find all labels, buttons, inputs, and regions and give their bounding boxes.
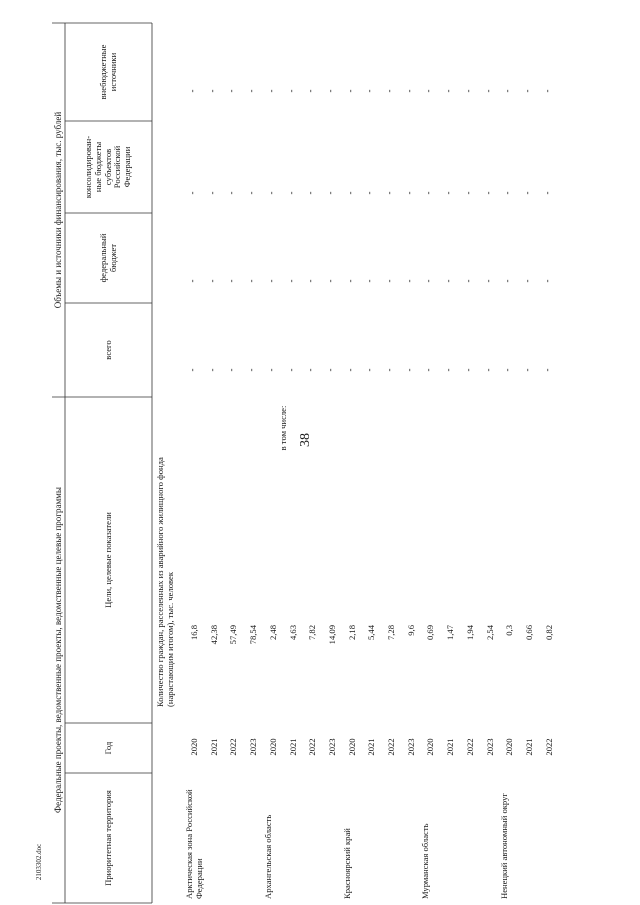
financing-dash: - <box>246 279 257 283</box>
financing-dash: - <box>285 89 296 93</box>
row-year: 2023 <box>326 738 337 756</box>
row-value: 9,6 <box>405 625 416 636</box>
row-value: 16,8 <box>189 625 199 641</box>
row-year: 2022 <box>543 738 554 756</box>
col-header-year: Год <box>102 741 113 755</box>
row-year: 2022 <box>307 738 318 756</box>
financing-dash: - <box>265 279 276 283</box>
row-value: 42,38 <box>208 625 219 645</box>
financing-dash: - <box>403 368 414 372</box>
financing-dash: - <box>206 279 217 283</box>
financing-dash: - <box>443 89 454 93</box>
financing-dash: - <box>324 368 335 372</box>
financing-dash: - <box>462 368 473 372</box>
row-value: 0,82 <box>543 625 554 641</box>
financing-dash: - <box>285 279 296 283</box>
financing-dash: - <box>482 191 493 195</box>
financing-dash: - <box>482 89 493 93</box>
row-year: 2020 <box>189 738 199 756</box>
row-year: 2020 <box>504 738 515 756</box>
row-year: 2022 <box>386 738 396 756</box>
financing-dash: - <box>265 89 276 93</box>
financing-dash: - <box>403 191 414 195</box>
financing-dash: - <box>305 191 316 195</box>
financing-dash: - <box>384 368 394 372</box>
row-year: 2021 <box>523 738 534 756</box>
financing-dash: - <box>403 279 414 283</box>
territory-name: Архангельская область <box>262 814 273 899</box>
financing-dash: - <box>502 191 513 195</box>
row-year: 2021 <box>287 738 298 756</box>
financing-dash: - <box>305 89 316 93</box>
row-value: 57,49 <box>228 625 239 645</box>
financing-dash: - <box>324 191 335 195</box>
financing-dash: - <box>443 368 454 372</box>
financing-dash: - <box>187 279 197 283</box>
financing-dash: - <box>521 191 532 195</box>
financing-dash: - <box>462 191 473 195</box>
financing-dash: - <box>364 89 375 93</box>
financing-dash: - <box>443 191 454 195</box>
financing-dash: - <box>384 279 394 283</box>
financing-dash: - <box>226 368 237 372</box>
financing-dash: - <box>384 191 394 195</box>
financing-dash: - <box>502 368 513 372</box>
row-value: 2,54 <box>484 625 495 641</box>
financing-dash: - <box>521 279 532 283</box>
financing-dash: - <box>541 279 552 283</box>
row-year: 2023 <box>484 738 495 756</box>
financing-dash: - <box>502 89 513 93</box>
col-header-federal: федеральный бюджет <box>97 233 118 283</box>
financing-dash: - <box>344 368 355 372</box>
financing-dash: - <box>482 368 493 372</box>
financing-dash: - <box>265 368 276 372</box>
financing-dash: - <box>344 89 355 93</box>
row-value: 7,82 <box>307 625 318 641</box>
row-year: 2023 <box>405 738 416 756</box>
territory-name: Арктическая зона Российской Федерации <box>184 789 204 899</box>
row-year: 2021 <box>445 738 456 756</box>
financing-dash: - <box>521 368 532 372</box>
financing-dash: - <box>206 191 217 195</box>
col-header-total: всего <box>102 340 113 360</box>
financing-dash: - <box>246 89 257 93</box>
financing-dash: - <box>541 368 552 372</box>
financing-dash: - <box>364 279 375 283</box>
row-value: 7,28 <box>386 625 396 641</box>
financing-dash: - <box>206 368 217 372</box>
financing-dash: - <box>364 368 375 372</box>
col-header-goals: Цели, целевые показатели <box>102 512 113 608</box>
including-label: в том числе: <box>278 405 289 451</box>
financing-dash: - <box>521 89 532 93</box>
row-value: 1,47 <box>445 625 456 641</box>
financing-dash: - <box>364 191 375 195</box>
row-value: 5,44 <box>366 625 377 641</box>
financing-dash: - <box>324 279 335 283</box>
financing-dash: - <box>462 89 473 93</box>
financing-dash: - <box>344 191 355 195</box>
row-value: 0,69 <box>425 625 436 641</box>
financing-dash: - <box>423 279 434 283</box>
financing-dash: - <box>423 191 434 195</box>
financing-dash: - <box>384 89 394 93</box>
financing-dash: - <box>541 89 552 93</box>
financing-dash: - <box>285 368 296 372</box>
financing-dash: - <box>187 89 197 93</box>
financing-dash: - <box>443 279 454 283</box>
financing-dash: - <box>265 191 276 195</box>
col-header-territory: Приоритетная территория <box>102 790 113 886</box>
col-header-regional: консолидирован-ные бюджеты субъектов Российской Федерации <box>83 135 133 199</box>
financing-dash: - <box>226 279 237 283</box>
row-value: 0,66 <box>523 625 534 641</box>
financing-dash: - <box>226 89 237 93</box>
row-year: 2020 <box>425 738 436 756</box>
financing-dash: - <box>206 89 217 93</box>
financing-dash: - <box>324 89 335 93</box>
financing-dash: - <box>246 368 257 372</box>
financing-dash: - <box>246 191 257 195</box>
row-value: 2,18 <box>346 625 357 641</box>
row-value: 1,94 <box>464 625 475 641</box>
territory-name: Мурманская область <box>420 823 431 899</box>
financing-dash: - <box>541 191 552 195</box>
financing-dash: - <box>423 368 434 372</box>
financing-dash: - <box>187 191 197 195</box>
financing-dash: - <box>502 279 513 283</box>
financing-dash: - <box>344 279 355 283</box>
page-number: 38 <box>298 433 313 447</box>
row-year: 2023 <box>248 738 259 756</box>
financing-dash: - <box>187 368 197 372</box>
row-year: 2022 <box>228 738 239 756</box>
row-year: 2021 <box>208 738 219 756</box>
row-value: 4,63 <box>287 625 298 641</box>
rotated-table <box>52 23 572 903</box>
row-year: 2021 <box>366 738 377 756</box>
financing-dash: - <box>285 191 296 195</box>
col-header-extrabudgetary: внебюджетные источники <box>97 44 118 100</box>
row-value: 0,3 <box>504 625 515 636</box>
financing-dash: - <box>305 368 316 372</box>
row-value: 78,54 <box>248 625 259 645</box>
financing-dash: - <box>423 89 434 93</box>
financing-dash: - <box>403 89 414 93</box>
row-year: 2020 <box>346 738 357 756</box>
financing-dash: - <box>462 279 473 283</box>
header-band-financing: Объемы и источники финансирования, тыс. рублей <box>53 111 64 309</box>
row-value: 14,09 <box>326 625 337 645</box>
header-band-programs: Федеральные проекты, ведомственные проекты, ведомственные целевые программы <box>53 487 64 813</box>
territory-name: Красноярский край <box>341 828 352 899</box>
row-year: 2020 <box>267 738 278 756</box>
indicator-text: Количество граждан, расселенных из аварийного жилищного фонда (нарастающим итогом), тыс. человек <box>155 457 175 707</box>
row-year: 2022 <box>464 738 475 756</box>
document-id: 2103302.doc <box>35 843 43 881</box>
financing-dash: - <box>305 279 316 283</box>
territory-name: Ненецкий автономный округ <box>499 793 510 899</box>
financing-dash: - <box>226 191 237 195</box>
financing-dash: - <box>482 279 493 283</box>
row-value: 2,48 <box>267 625 278 641</box>
